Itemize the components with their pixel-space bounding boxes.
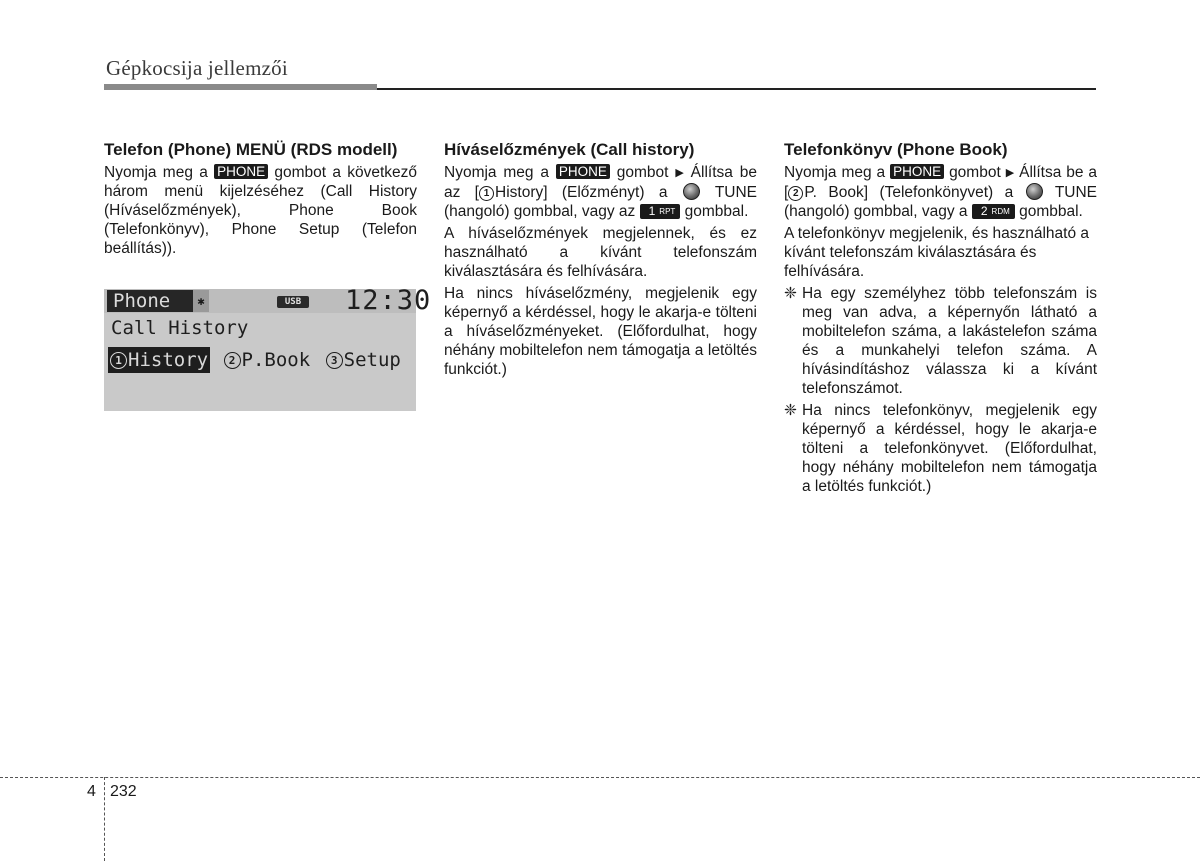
arrow-right-icon: ▶ [1005, 167, 1015, 179]
lcd-menu-item-history: 1 History [108, 347, 210, 373]
column-phone-menu [104, 140, 417, 261]
column-phone-book [784, 140, 1097, 499]
phone-book-instructions: Nyomja meg a PHONE gombot ▶ Állítsa be a [ 2 P. Book] (Telefonkönyvet) a TUNE (hangoló) gombbal, vagy a 2 RDM gombbal. [784, 164, 1098, 220]
section-heading-phone-menu: Telefon (Phone) MENÜ (RDS modell) [104, 140, 398, 159]
circled-number-icon: 2 [788, 186, 803, 201]
section-heading-phone-book: Telefonkönyv (Phone Book) [784, 140, 1008, 159]
lcd-menu-item-setup: 3 Setup [324, 347, 403, 373]
phone-button-icon: PHONE [890, 164, 944, 179]
column-call-history [444, 140, 757, 382]
lcd-mode-label: Phone [107, 290, 193, 312]
footer-dashed-rule [0, 777, 1200, 778]
call-history-paragraph-3: Ha nincs híváselőzmény, megjelenik egy képernyő a kérdéssel, hogy le akarja-e tölteni a híváselőzményeket. (Előfordulhat, hogy néhány mobiltelefon nem támogatja a letöltés funkciót.) [444, 285, 757, 378]
page-header-title: Gépkocsija jellemzői [106, 56, 288, 80]
usb-icon: USB [277, 296, 309, 308]
phone-button-icon: PHONE [214, 164, 268, 179]
section-heading-call-history: Híváselőzmények (Call history) [444, 140, 695, 159]
note-marker-icon: ❈ [784, 402, 797, 419]
phone-book-paragraph-2: A telefonkönyv megjelenik, és használható a kívánt telefonszám kiválasztására és felhívására. [784, 225, 1090, 280]
chapter-number: 4 [87, 783, 96, 800]
header-rule-thick [104, 84, 377, 90]
call-history-instructions: Nyomja meg a PHONE gombot ▶ Állítsa be az [ 1 History] (Előzményt) a TUNE (hangoló) gombbal, vagy az 1 RPT gombbal. [444, 164, 758, 220]
arrow-right-icon: ▶ [675, 167, 684, 179]
lcd-clock: 12:30 [345, 285, 432, 316]
phone-book-note-2: ❈ Ha nincs telefonkönyv, megjelenik egy képernyő a kérdéssel, hogy le akarja-e tölteni a telefonkönyvet. (Előfordulhat, hogy néhány mobiltelefon nem támogatja a letöltés funkciót.) [784, 402, 1097, 495]
preset-1-rpt-button-icon: 1 RPT [640, 204, 681, 219]
bluetooth-icon: ✱ [193, 290, 209, 312]
header-rule-thin [377, 88, 1096, 90]
lcd-menu-item-pbook: 2 P.Book [222, 347, 313, 373]
note-marker-icon: ❈ [784, 285, 797, 302]
page-number: 232 [110, 783, 137, 800]
circled-number-icon: 1 [479, 186, 494, 201]
lcd-display-illustration [104, 285, 432, 411]
lcd-submenu-title: Call History [111, 317, 249, 339]
tune-knob-icon [1026, 183, 1043, 200]
tune-knob-icon [683, 183, 700, 200]
phone-menu-paragraph: Nyomja meg a PHONE gombot a következő három menü kijelzéséhez (Call History (Híváselőzmények), Phone Book (Telefonkönyv), Phone Setup (Telefon beállítás)). [104, 164, 417, 257]
phone-book-note-1: ❈ Ha egy személyhez több telefonszám is meg van adva, a képernyőn látható a mobiltelefon száma, a lakástelefon száma és a munkahelyi telefon száma. A hívásindításhoz válassza ki a kívánt telefonszámot. [784, 285, 1097, 397]
call-history-paragraph-2: A híváselőzmények megjelennek, és ez használható a kívánt telefonszám kiválasztására és felhívására. [444, 225, 757, 280]
lcd-menu-row [108, 347, 403, 373]
preset-2-rdm-button-icon: 2 RDM [972, 204, 1015, 219]
footer-vertical-dashed-rule [104, 777, 105, 861]
phone-button-icon: PHONE [556, 164, 610, 179]
